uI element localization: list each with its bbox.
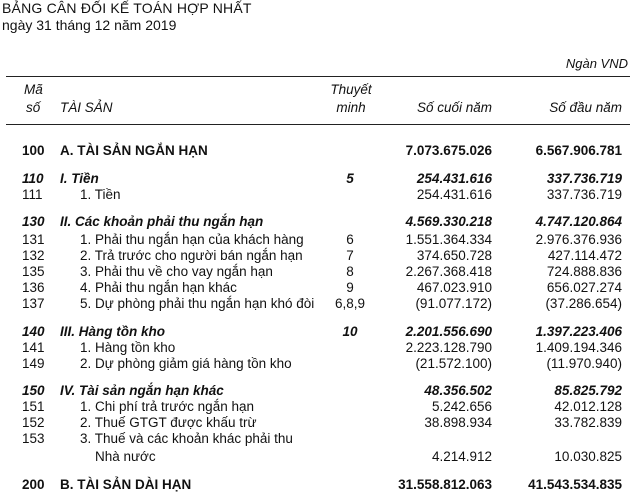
row-end-value: 467.023.910	[416, 280, 492, 295]
table-row	[0, 143, 640, 161]
row-label: B. TÀI SẢN DÀI HẠN	[60, 477, 192, 492]
header-beginning-of-year: Số đầu năm	[549, 100, 622, 115]
row-note: 8	[346, 264, 354, 279]
row-label: IV. Tài sản ngắn hạn khác	[60, 383, 224, 398]
row-beginning-value: 337.736.719	[546, 187, 622, 202]
report-date: ngày 31 tháng 12 năm 2019	[2, 17, 177, 33]
row-note: 7	[346, 248, 354, 263]
row-end-value: 2.267.368.418	[405, 264, 492, 279]
row-note: 10	[342, 324, 358, 339]
row-end-value: 2.223.128.790	[405, 340, 492, 355]
row-beginning-value: 85.825.792	[554, 383, 622, 398]
row-beginning-value: 10.030.825	[554, 449, 622, 464]
table-row	[0, 214, 640, 232]
row-label: Nhà nước	[95, 449, 156, 464]
row-beginning-value: (11.970.940)	[546, 356, 622, 371]
row-code: 136	[22, 280, 45, 295]
header-assets: TÀI SẢN	[60, 100, 113, 115]
row-code: 137	[22, 296, 45, 311]
row-end-value: (91.077.172)	[415, 296, 492, 311]
row-label: 4. Phải thu ngắn hạn khác	[80, 280, 237, 295]
row-code: 100	[22, 143, 45, 158]
table-header-rule	[6, 124, 630, 125]
row-end-value: 38.898.934	[424, 415, 492, 430]
row-code: 200	[22, 477, 45, 492]
row-label: III. Hàng tồn kho	[60, 324, 165, 339]
row-code: 152	[22, 415, 45, 430]
header-end-of-year: Số cuối năm	[416, 100, 492, 115]
row-beginning-value: 4.747.120.864	[535, 214, 622, 229]
row-note: 6,8,9	[334, 296, 366, 311]
header-note-line2: minh	[336, 100, 366, 115]
row-end-value: 1.551.364.334	[405, 232, 492, 247]
table-row	[0, 449, 640, 467]
row-label: I. Tiền	[60, 171, 99, 186]
row-end-value: (21.572.100)	[415, 356, 492, 371]
row-beginning-value: 656.027.274	[546, 280, 622, 295]
row-label: II. Các khoản phải thu ngắn hạn	[60, 214, 264, 229]
row-code: 153	[22, 431, 45, 446]
row-beginning-value: (37.286.654)	[545, 296, 622, 311]
row-beginning-value: 6.567.906.781	[535, 143, 622, 158]
row-end-value: 5.242.656	[431, 399, 492, 414]
row-label: 2. Dự phòng giảm giá hàng tồn kho	[80, 356, 292, 371]
header-note-line1: Thuyết	[330, 82, 372, 97]
row-end-value: 374.650.728	[416, 248, 492, 263]
table-top-rule	[6, 76, 630, 77]
row-beginning-value: 724.888.836	[546, 264, 622, 279]
row-note: 9	[346, 280, 354, 295]
row-code: 140	[22, 324, 45, 339]
row-beginning-value: 337.736.719	[546, 171, 622, 186]
row-note: 6	[346, 232, 354, 247]
row-end-value: 48.356.502	[424, 383, 492, 398]
row-code: 141	[22, 340, 45, 355]
row-code: 131	[22, 232, 45, 247]
row-beginning-value: 41.543.534.835	[528, 477, 622, 492]
row-end-value: 4.569.330.218	[405, 214, 492, 229]
row-code: 132	[22, 248, 45, 263]
row-label: 3. Phải thu về cho vay ngắn hạn	[80, 264, 273, 279]
row-beginning-value: 1.409.194.346	[535, 340, 622, 355]
row-beginning-value: 2.976.376.936	[535, 232, 622, 247]
row-beginning-value: 1.397.223.406	[535, 324, 622, 339]
row-code: 135	[22, 264, 45, 279]
row-label: 3. Thuế và các khoản khác phải thu	[80, 431, 293, 446]
header-code-line1: Mã	[24, 82, 43, 97]
row-code: 149	[22, 356, 45, 371]
row-code: 111	[22, 187, 43, 202]
row-end-value: 2.201.556.690	[405, 324, 492, 339]
row-label: 1. Hàng tồn kho	[80, 340, 176, 355]
row-code: 150	[22, 383, 45, 398]
row-end-value: 7.073.675.026	[405, 143, 492, 158]
row-label: 1. Tiền	[80, 187, 121, 202]
header-code-line2: số	[26, 100, 41, 115]
row-label: 2. Thuế GTGT được khấu trừ	[80, 415, 257, 430]
row-end-value: 254.431.616	[416, 171, 492, 186]
table-row	[0, 187, 640, 205]
currency-unit: Ngàn VND	[565, 56, 628, 71]
row-label: 2. Trả trước cho người bán ngắn hạn	[80, 248, 303, 263]
row-beginning-value: 427.114.472	[547, 248, 622, 263]
row-label: 1. Phải thu ngắn hạn của khách hàng	[80, 232, 304, 247]
row-label: 1. Chi phí trả trước ngắn hạn	[80, 399, 254, 414]
row-code: 151	[22, 399, 45, 414]
row-label: A. TÀI SẢN NGẮN HẠN	[60, 143, 208, 158]
report-title: BẢNG CÂN ĐỐI KẾ TOÁN HỢP NHẤT	[2, 0, 252, 16]
table-row	[0, 356, 640, 374]
table-row	[0, 477, 640, 495]
row-end-value: 31.558.812.063	[398, 477, 492, 492]
row-label: 5. Dự phòng phải thu ngắn hạn khó đòi	[80, 296, 315, 311]
row-note: 5	[346, 171, 354, 186]
row-code: 110	[22, 171, 44, 186]
row-end-value: 4.214.912	[431, 449, 492, 464]
row-beginning-value: 33.782.839	[554, 415, 622, 430]
table-row	[0, 431, 640, 449]
table-row	[0, 296, 640, 314]
row-code: 130	[22, 214, 45, 229]
row-beginning-value: 42.012.128	[554, 399, 622, 414]
row-end-value: 254.431.616	[416, 187, 492, 202]
